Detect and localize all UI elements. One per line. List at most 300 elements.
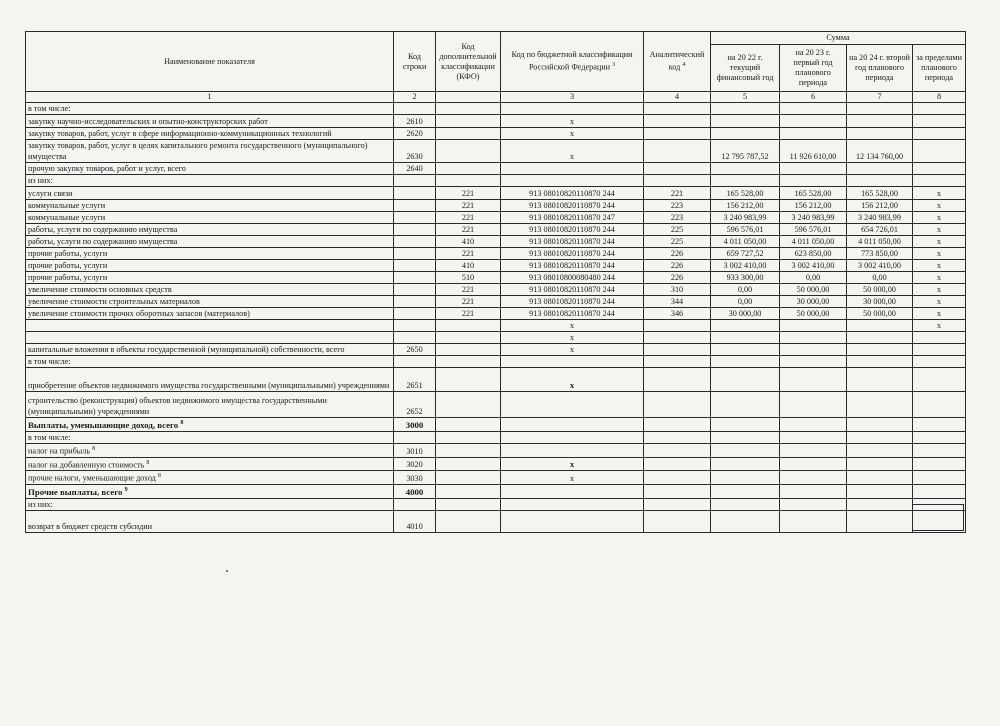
- row-sum-2022-cell: [711, 443, 780, 457]
- row-analytic-cell: [644, 320, 711, 332]
- cell-text: х: [569, 129, 575, 138]
- cell-text: 50 000,00: [863, 309, 896, 318]
- row-sum-2022-cell: [711, 356, 780, 368]
- cell-text: коммунальные услуги: [28, 213, 106, 222]
- cell-text: 2651: [406, 381, 423, 390]
- cell-text: 3 002 410,00: [723, 261, 767, 270]
- cell-text: 50 000,00: [863, 285, 896, 294]
- row-analytic-cell: [644, 260, 711, 272]
- row-analytic-cell: [644, 418, 711, 432]
- row-sum-beyond-cell: [913, 356, 966, 368]
- row-kbk-cell: [501, 128, 644, 140]
- row-kbk-cell: [501, 457, 644, 471]
- cell-text: 654 726,01: [861, 225, 898, 234]
- row-name-cell: [26, 212, 394, 224]
- row-sum-2024-cell: [847, 224, 913, 236]
- row-analytic-cell: [644, 212, 711, 224]
- row-kbk-cell: [501, 200, 644, 212]
- row-sum-2022-cell: [711, 236, 780, 248]
- tail-cell-box: [912, 504, 964, 531]
- row-kbk-cell: [501, 163, 644, 175]
- row-sum-2023-cell: [780, 356, 847, 368]
- row-sum-2023-cell: [780, 212, 847, 224]
- row-code-cell: [394, 443, 436, 457]
- row-sum-beyond-cell: [913, 212, 966, 224]
- row-code-cell: [394, 471, 436, 485]
- row-kfo-cell: [436, 212, 501, 224]
- row-sum-beyond-cell: [913, 103, 966, 115]
- table-row: [26, 272, 966, 284]
- row-kbk-cell: [501, 260, 644, 272]
- table-row: [26, 368, 966, 392]
- cell-text: 165 528,00: [861, 189, 898, 198]
- row-kfo-cell: [436, 128, 501, 140]
- row-analytic-cell: [644, 431, 711, 443]
- row-kfo-cell: [436, 499, 501, 511]
- row-kfo-cell: [436, 392, 501, 418]
- row-kbk-cell: [501, 175, 644, 187]
- row-code-cell: [394, 248, 436, 260]
- footnote-mark: 8: [146, 459, 150, 466]
- row-sum-2024-cell: [847, 200, 913, 212]
- cell-text: прочие работы, услуги: [28, 249, 108, 258]
- row-sum-beyond-cell: [913, 187, 966, 200]
- row-kbk-cell: [501, 431, 644, 443]
- cell-text: 913 08010820110870 244: [529, 297, 615, 306]
- row-sum-beyond-cell: [913, 443, 966, 457]
- row-sum-2022-cell: [711, 332, 780, 344]
- row-kbk-cell: [501, 187, 644, 200]
- row-sum-beyond-cell: [913, 308, 966, 320]
- cell-text: закупку товаров, работ, услуг в целях капитального ремонта государственного (муниципального) имущества: [28, 141, 368, 161]
- row-analytic-cell: [644, 443, 711, 457]
- header-year-first-plan: на 20 23 г. первый год планового периода: [780, 45, 847, 92]
- row-sum-2024-cell: [847, 320, 913, 332]
- row-sum-2022-cell: [711, 499, 780, 511]
- row-code-cell: [394, 344, 436, 356]
- row-kbk-cell: [501, 418, 644, 432]
- cell-text: в том числе:: [28, 104, 71, 113]
- cell-text: 913 08010820110870 244: [529, 237, 615, 246]
- row-kfo-cell: [436, 308, 501, 320]
- header-kfo: Код дополнительной классификации (КФО): [436, 32, 501, 92]
- cell-text: х: [569, 460, 575, 470]
- row-sum-2022-cell: [711, 511, 780, 533]
- row-sum-beyond-cell: [913, 115, 966, 128]
- cell-text: 2630: [406, 152, 423, 161]
- row-sum-2022-cell: [711, 471, 780, 485]
- row-sum-2023-cell: [780, 485, 847, 499]
- cell-text: 3000: [405, 419, 424, 430]
- cell-text: 3 002 410,00: [791, 261, 835, 270]
- row-sum-2024-cell: [847, 272, 913, 284]
- cell-text: 933 300,00: [726, 273, 764, 282]
- row-sum-2023-cell: [780, 418, 847, 432]
- row-sum-2022-cell: [711, 212, 780, 224]
- cell-text: 410: [461, 261, 475, 270]
- row-sum-2024-cell: [847, 418, 913, 432]
- table-row: [26, 443, 966, 457]
- column-number-cell: 4: [644, 92, 711, 103]
- row-analytic-cell: [644, 187, 711, 200]
- row-code-cell: [394, 431, 436, 443]
- table-row: [26, 332, 966, 344]
- row-sum-beyond-cell: [913, 332, 966, 344]
- row-sum-beyond-cell: [913, 431, 966, 443]
- row-sum-2022-cell: [711, 140, 780, 163]
- cell-text: х: [936, 261, 942, 270]
- row-sum-2022-cell: [711, 284, 780, 296]
- table-row: [26, 224, 966, 236]
- row-sum-2023-cell: [780, 296, 847, 308]
- cell-text: прочие налоги, уменьшающие доход: [28, 474, 156, 484]
- row-sum-2022-cell: [711, 457, 780, 471]
- cell-text: 3 240 983,99: [858, 213, 901, 222]
- row-kbk-cell: [501, 272, 644, 284]
- cell-text: 226: [670, 273, 684, 282]
- row-sum-2022-cell: [711, 296, 780, 308]
- header-sum: Сумма: [711, 32, 966, 45]
- row-name-cell: [26, 511, 394, 533]
- row-sum-beyond-cell: [913, 260, 966, 272]
- row-sum-beyond-cell: [913, 368, 966, 392]
- column-number-cell: [436, 92, 501, 103]
- row-name-cell: [26, 457, 394, 471]
- row-kfo-cell: [436, 163, 501, 175]
- row-sum-2024-cell: [847, 499, 913, 511]
- row-kbk-cell: [501, 499, 644, 511]
- table-row: [26, 140, 966, 163]
- row-kfo-cell: [436, 175, 501, 187]
- row-sum-2024-cell: [847, 457, 913, 471]
- table-body: [26, 103, 966, 533]
- header-budget-code: Код по бюджетной классификации Российской Федерации $^3$: [501, 32, 644, 92]
- cell-text: 4010: [406, 522, 423, 532]
- row-code-cell: [394, 284, 436, 296]
- table-row: [26, 485, 966, 499]
- row-sum-2023-cell: [780, 332, 847, 344]
- row-kfo-cell: [436, 272, 501, 284]
- row-sum-2024-cell: [847, 187, 913, 200]
- row-analytic-cell: [644, 511, 711, 533]
- row-sum-2023-cell: [780, 260, 847, 272]
- row-code-cell: [394, 260, 436, 272]
- cell-text: х: [936, 189, 942, 198]
- row-name-cell: [26, 224, 394, 236]
- row-kfo-cell: [436, 187, 501, 200]
- row-analytic-cell: [644, 224, 711, 236]
- table-row: [26, 128, 966, 140]
- table-row: [26, 187, 966, 200]
- row-kbk-cell: [501, 140, 644, 163]
- row-analytic-cell: [644, 368, 711, 392]
- cell-text: 156 212,00: [861, 201, 898, 210]
- row-code-cell: [394, 368, 436, 392]
- header-name: Наименование показателя: [26, 32, 394, 92]
- header-beyond-plan: за пределами планового периода: [913, 45, 966, 92]
- cell-text: из них:: [28, 500, 53, 510]
- row-sum-2023-cell: [780, 272, 847, 284]
- column-number-cell: 8: [913, 92, 966, 103]
- cell-text: 223: [670, 201, 684, 210]
- row-sum-2024-cell: [847, 344, 913, 356]
- row-sum-2024-cell: [847, 163, 913, 175]
- cell-text: строительство (реконструкция) объектов недвижимого имущества государственными (муниципальными) учреждениями: [28, 396, 327, 416]
- row-sum-2022-cell: [711, 431, 780, 443]
- column-number-cell: 6: [780, 92, 847, 103]
- column-number-cell: 3: [501, 92, 644, 103]
- cell-text: 659 727,52: [726, 249, 764, 258]
- row-sum-beyond-cell: [913, 140, 966, 163]
- row-analytic-cell: [644, 485, 711, 499]
- footnote-mark: 8: [92, 445, 96, 452]
- row-kfo-cell: [436, 248, 501, 260]
- row-kfo-cell: [436, 284, 501, 296]
- row-sum-2024-cell: [847, 128, 913, 140]
- row-kfo-cell: [436, 320, 501, 332]
- cell-text: 50 000,00: [796, 309, 830, 318]
- cell-text: 165 528,00: [726, 189, 764, 198]
- cell-text: 226: [670, 261, 684, 270]
- cell-text: 596 576,01: [794, 225, 832, 234]
- cell-text: 165 528,00: [794, 189, 832, 198]
- financial-plan-table: [25, 31, 966, 533]
- row-code-cell: [394, 187, 436, 200]
- row-analytic-cell: [644, 308, 711, 320]
- table-row: [26, 248, 966, 260]
- row-sum-2022-cell: [711, 485, 780, 499]
- row-name-cell: [26, 308, 394, 320]
- cell-text: увеличение стоимости строительных материалов: [28, 297, 200, 306]
- cell-text: 0,00: [737, 285, 753, 294]
- row-kfo-cell: [436, 236, 501, 248]
- cell-text: прочую закупку товаров, работ и услуг, всего: [28, 164, 186, 173]
- table-row: [26, 200, 966, 212]
- row-name-cell: [26, 140, 394, 163]
- row-sum-2023-cell: [780, 284, 847, 296]
- cell-text: 0,00: [805, 273, 821, 282]
- table-row: [26, 308, 966, 320]
- row-kbk-cell: [501, 224, 644, 236]
- row-sum-2022-cell: [711, 200, 780, 212]
- row-sum-beyond-cell: [913, 224, 966, 236]
- cell-text: х: [936, 309, 942, 318]
- cell-text: 4000: [405, 487, 424, 498]
- row-code-cell: [394, 200, 436, 212]
- row-kfo-cell: [436, 224, 501, 236]
- cell-text: х: [569, 474, 575, 484]
- row-kfo-cell: [436, 344, 501, 356]
- row-sum-2024-cell: [847, 332, 913, 344]
- cell-text: 225: [670, 237, 684, 246]
- row-sum-beyond-cell: [913, 457, 966, 471]
- row-sum-2024-cell: [847, 392, 913, 418]
- cell-text: налог на прибыль: [28, 446, 91, 456]
- cell-text: 30 000,00: [728, 309, 762, 318]
- table-row: [26, 175, 966, 187]
- row-analytic-cell: [644, 284, 711, 296]
- row-sum-2022-cell: [711, 248, 780, 260]
- table-row: [26, 511, 966, 533]
- row-name-cell: [26, 296, 394, 308]
- row-code-cell: [394, 320, 436, 332]
- row-analytic-cell: [644, 296, 711, 308]
- header-code-line: Код строки: [394, 32, 436, 92]
- row-analytic-cell: [644, 140, 711, 163]
- cell-text: 510: [461, 273, 475, 282]
- row-sum-2022-cell: [711, 272, 780, 284]
- cell-text: 2620: [406, 129, 423, 138]
- row-name-cell: [26, 418, 394, 432]
- cell-text: х: [936, 273, 942, 282]
- column-number-cell: 2: [394, 92, 436, 103]
- cell-text: услуги связи: [28, 189, 73, 198]
- row-sum-beyond-cell: [913, 272, 966, 284]
- row-code-cell: [394, 457, 436, 471]
- row-sum-2022-cell: [711, 368, 780, 392]
- row-sum-2023-cell: [780, 224, 847, 236]
- cell-text: 4 011 050,00: [858, 237, 901, 246]
- row-code-cell: [394, 212, 436, 224]
- row-sum-beyond-cell: [913, 200, 966, 212]
- cell-text: 3 240 983,99: [791, 213, 835, 222]
- row-sum-2023-cell: [780, 308, 847, 320]
- row-analytic-cell: [644, 392, 711, 418]
- row-sum-beyond-cell: [913, 485, 966, 499]
- row-analytic-cell: [644, 248, 711, 260]
- row-code-cell: [394, 296, 436, 308]
- row-name-cell: [26, 320, 394, 332]
- row-sum-2024-cell: [847, 248, 913, 260]
- row-sum-2022-cell: [711, 308, 780, 320]
- row-sum-beyond-cell: [913, 296, 966, 308]
- row-sum-2022-cell: [711, 392, 780, 418]
- cell-text: 12 795 787,52: [721, 152, 769, 161]
- row-code-cell: [394, 128, 436, 140]
- cell-text: 156 212,00: [794, 201, 832, 210]
- cell-text: 2640: [406, 164, 423, 173]
- row-analytic-cell: [644, 103, 711, 115]
- row-kfo-cell: [436, 140, 501, 163]
- footnote-mark: 8: [180, 420, 184, 426]
- row-code-cell: [394, 272, 436, 284]
- cell-text: увеличение стоимости основных средств: [28, 285, 172, 294]
- cell-text: работы, услуги по содержанию имущества: [28, 225, 178, 234]
- cell-text: 50 000,00: [796, 285, 830, 294]
- cell-text: 623 850,00: [794, 249, 832, 258]
- row-kbk-cell: [501, 344, 644, 356]
- row-code-cell: [394, 511, 436, 533]
- row-sum-2024-cell: [847, 175, 913, 187]
- cell-text: х: [569, 333, 575, 342]
- row-code-cell: [394, 392, 436, 418]
- row-sum-beyond-cell: [913, 392, 966, 418]
- row-analytic-cell: [644, 344, 711, 356]
- cell-text: 156 212,00: [726, 201, 764, 210]
- row-sum-2024-cell: [847, 368, 913, 392]
- cell-text: 3010: [406, 446, 423, 456]
- row-code-cell: [394, 224, 436, 236]
- row-name-cell: [26, 431, 394, 443]
- row-name-cell: [26, 175, 394, 187]
- cell-text: 221: [461, 285, 475, 294]
- table-row: [26, 163, 966, 175]
- row-sum-2023-cell: [780, 511, 847, 533]
- row-code-cell: [394, 499, 436, 511]
- row-sum-2023-cell: [780, 187, 847, 200]
- row-name-cell: [26, 356, 394, 368]
- row-code-cell: [394, 163, 436, 175]
- row-analytic-cell: [644, 499, 711, 511]
- cell-text: 310: [670, 285, 684, 294]
- cell-text: 11 926 610,00: [789, 152, 837, 161]
- row-kfo-cell: [436, 471, 501, 485]
- cell-text: 913 08010820110870 244: [529, 189, 615, 198]
- row-name-cell: [26, 485, 394, 499]
- table-row: [26, 115, 966, 128]
- cell-text: 913 08010820110870 244: [529, 201, 615, 210]
- cell-text: 913 08010820110870 244: [529, 249, 615, 258]
- row-kbk-cell: [501, 443, 644, 457]
- cell-text: 221: [461, 189, 475, 198]
- row-sum-2023-cell: [780, 103, 847, 115]
- cell-text: 346: [670, 309, 684, 318]
- cell-text: х: [936, 213, 942, 222]
- cell-text: 226: [670, 249, 684, 258]
- cell-text: х: [936, 249, 942, 258]
- row-kbk-cell: [501, 103, 644, 115]
- row-name-cell: [26, 471, 394, 485]
- cell-text: 3030: [406, 474, 423, 484]
- cell-text: х: [936, 321, 942, 330]
- row-analytic-cell: [644, 128, 711, 140]
- cell-text: закупку товаров, работ, услуг в сфере информационно-коммуникационных технологий: [28, 129, 332, 138]
- row-sum-beyond-cell: [913, 236, 966, 248]
- cell-text: х: [569, 152, 575, 161]
- row-analytic-cell: [644, 457, 711, 471]
- cell-text: 4 011 050,00: [723, 237, 767, 246]
- scan-speck: [226, 570, 228, 572]
- row-code-cell: [394, 418, 436, 432]
- row-sum-2024-cell: [847, 431, 913, 443]
- cell-text: 221: [461, 249, 475, 258]
- row-kbk-cell: [501, 115, 644, 128]
- row-sum-2024-cell: [847, 115, 913, 128]
- row-sum-2022-cell: [711, 187, 780, 200]
- row-sum-2024-cell: [847, 485, 913, 499]
- row-kbk-cell: [501, 485, 644, 499]
- cell-text: х: [936, 201, 942, 210]
- row-code-cell: [394, 140, 436, 163]
- row-sum-2024-cell: [847, 471, 913, 485]
- column-number-cell: 1: [26, 92, 394, 103]
- row-sum-2024-cell: [847, 356, 913, 368]
- row-kfo-cell: [436, 443, 501, 457]
- table-row: [26, 103, 966, 115]
- row-kbk-cell: [501, 248, 644, 260]
- row-sum-2023-cell: [780, 248, 847, 260]
- row-kbk-cell: [501, 356, 644, 368]
- cell-text: 913 08010820110870 244: [529, 285, 615, 294]
- row-name-cell: [26, 368, 394, 392]
- row-kfo-cell: [436, 260, 501, 272]
- table-row: [26, 212, 966, 224]
- row-sum-2023-cell: [780, 115, 847, 128]
- row-sum-2022-cell: [711, 175, 780, 187]
- row-kfo-cell: [436, 511, 501, 533]
- row-kfo-cell: [436, 200, 501, 212]
- row-kbk-cell: [501, 320, 644, 332]
